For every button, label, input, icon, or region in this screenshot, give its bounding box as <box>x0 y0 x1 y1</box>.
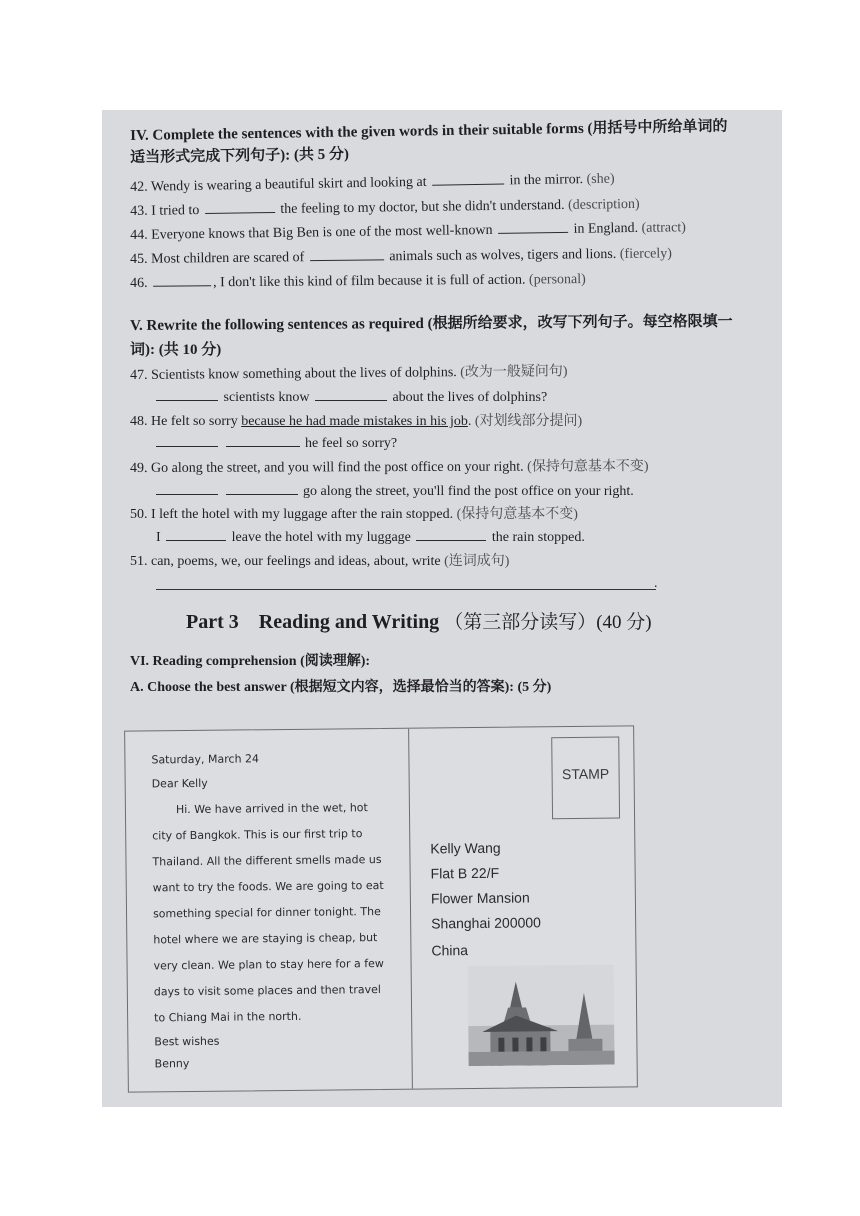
q49-answer-row <box>154 480 634 500</box>
section-5-title-line2: 词): (共 10 分) <box>130 342 222 358</box>
postcard-body-line: something special for dinner tonight. The <box>152 905 381 921</box>
q50-answer-a: leave the hotel with my luggage <box>231 530 411 545</box>
part-3-heading <box>186 607 652 634</box>
q50-answer-b: the rain stopped. <box>491 530 585 545</box>
q43-blank[interactable] <box>205 198 275 214</box>
part-3-subtitle: Reading and Writing <box>258 611 440 633</box>
q50-text: I left the hotel with my luggage after the rain stopped. <box>151 507 454 522</box>
q46-hint: (personal) <box>528 272 586 288</box>
address-line: Kelly Wang <box>430 839 501 857</box>
postcard-body-line: days to visit some places and then travel <box>153 983 381 999</box>
q48-blank-1[interactable] <box>156 432 218 447</box>
section-4-title-line2: 适当形式完成下列句子): (共 5 分) <box>130 146 350 166</box>
question-43 <box>130 193 640 220</box>
q46-text-b: , I don't like this kind of film because it is full of action. <box>213 272 526 291</box>
q48-hint: (对划线部分提问) <box>474 414 583 429</box>
q50-blank-2[interactable] <box>416 526 486 541</box>
stamp-box <box>551 736 620 819</box>
section-5-title-line1: V. Rewrite the following sentences as required (根据所给要求，改写下列句子。每空格限填一 <box>130 313 733 334</box>
postcard-greeting: Dear Kelly <box>151 776 208 791</box>
question-50 <box>130 503 578 523</box>
q50-hint: (保持句意基本不变) <box>456 507 578 522</box>
q42-number: 42. <box>130 179 148 195</box>
q47-blank-2[interactable] <box>315 386 387 401</box>
question-47 <box>130 360 568 384</box>
q46-number: 46. <box>130 275 148 291</box>
q49-text: Go along the street, and you will find the post office on your right. <box>151 459 524 476</box>
q46-blank[interactable] <box>153 271 211 287</box>
part-3-label: Part 3 <box>186 611 239 633</box>
question-42 <box>130 168 615 196</box>
section-4-title-line1: IV. Complete the sentences with the given words in their suitable forms (用括号中所给单词的 <box>130 118 728 144</box>
exam-sheet <box>102 110 782 1107</box>
q48-text-a: He felt so sorry <box>151 414 238 429</box>
q51-period: . <box>654 576 658 591</box>
postcard-signature: Benny <box>154 1057 190 1071</box>
postcard-closing: Best wishes <box>154 1034 220 1049</box>
postcard-divider <box>408 729 413 1089</box>
q45-number: 45. <box>130 251 148 267</box>
q44-text-a: Everyone knows that Big Ben is one of the most well-known <box>151 222 493 243</box>
q49-hint: (保持句意基本不变) <box>527 459 649 475</box>
postcard-body-line: Thailand. All the different smells made us <box>152 852 382 869</box>
address-line: Flat B 22/F <box>430 864 500 882</box>
q42-blank[interactable] <box>432 169 504 185</box>
address-line: Shanghai 200000 <box>431 914 542 932</box>
q47-number: 47. <box>130 367 148 383</box>
q50-number: 50. <box>130 507 148 522</box>
q51-text: can, poems, we, our feelings and ideas, about, write <box>151 554 441 569</box>
q48-underlined: because he had made mistakes in his job <box>241 414 468 429</box>
q48-number: 48. <box>130 414 148 429</box>
q48-text-b: . <box>467 414 472 429</box>
q47-blank-1[interactable] <box>156 386 218 401</box>
postcard-date: Saturday, March 24 <box>151 752 260 767</box>
q50-answer-i: I <box>156 530 161 545</box>
postcard <box>124 725 638 1092</box>
q45-blank[interactable] <box>310 245 384 261</box>
q50-answer-row <box>156 526 585 546</box>
q45-text-b: animals such as wolves, tigers and lions. <box>389 246 617 265</box>
q47-answer-b: about the lives of dolphins? <box>392 390 548 405</box>
question-44 <box>130 216 686 244</box>
q49-blank-2[interactable] <box>226 480 298 495</box>
postcard-body-line: want to try the foods. We are going to eat <box>152 878 384 895</box>
q47-hint: (改为一般疑问句) <box>460 364 568 381</box>
question-45 <box>130 242 672 268</box>
question-46 <box>130 268 586 292</box>
part-3-chinese: （第三部分读写）(40 分) <box>444 612 652 633</box>
q45-hint: (fiercely) <box>619 246 672 262</box>
q44-text-b: in England. <box>573 220 639 237</box>
postcard-body-line: very clean. We plan to stay here for a few <box>153 956 384 973</box>
q47-answer-row <box>154 386 547 406</box>
q43-text-b: the feeling to my doctor, but she didn't understand. <box>280 197 565 217</box>
q43-hint: (description) <box>567 196 640 213</box>
temple-photo-icon <box>468 965 615 1067</box>
q49-number: 49. <box>130 460 148 476</box>
q47-text: Scientists know something about the lives of dolphins. <box>151 365 457 383</box>
q50-blank-1[interactable] <box>166 526 226 541</box>
q42-hint: (she) <box>586 171 615 188</box>
q51-hint: (连词成句) <box>444 554 510 569</box>
question-51 <box>130 550 509 570</box>
q43-text-a: I tried to <box>151 203 200 219</box>
postcard-body-line: to Chiang Mai in the north. <box>154 1009 302 1025</box>
question-48 <box>130 410 582 430</box>
q43-number: 43. <box>130 203 148 219</box>
q51-answer-line[interactable] <box>156 589 656 590</box>
q45-text-a: Most children are scared of <box>151 250 305 267</box>
postcard-body-line: hotel where we are staying is cheap, but <box>153 931 378 947</box>
q48-answer: he feel so sorry? <box>305 436 398 451</box>
section-6-title: VI. Reading comprehension (阅读理解): <box>130 654 371 669</box>
postcard-body-line: Hi. We have arrived in the wet, hot <box>175 801 368 817</box>
stamp-label: STAMP <box>561 765 610 783</box>
q49-answer: go along the street, you'll find the post office on your right. <box>303 484 634 499</box>
q47-answer-a: scientists know <box>223 390 310 405</box>
q48-answer-row <box>154 432 397 452</box>
question-49 <box>130 455 649 477</box>
q48-blank-2[interactable] <box>226 432 300 447</box>
q44-blank[interactable] <box>498 218 568 234</box>
address-line: China <box>431 942 469 959</box>
q51-number: 51. <box>130 554 148 569</box>
q44-number: 44. <box>130 227 148 243</box>
address-line: Flower Mansion <box>430 889 530 907</box>
section-6-subsection-a: A. Choose the best answer (根据短文内容，选择最恰当的答案): (5 分) <box>130 680 552 695</box>
q44-hint: (attract) <box>641 220 686 236</box>
q42-text-a: Wendy is wearing a beautiful skirt and looking at <box>150 174 427 195</box>
q42-text-b: in the mirror. <box>509 172 584 189</box>
q49-blank-1[interactable] <box>156 480 218 495</box>
postcard-body-line: city of Bangkok. This is our first trip to <box>152 827 363 843</box>
